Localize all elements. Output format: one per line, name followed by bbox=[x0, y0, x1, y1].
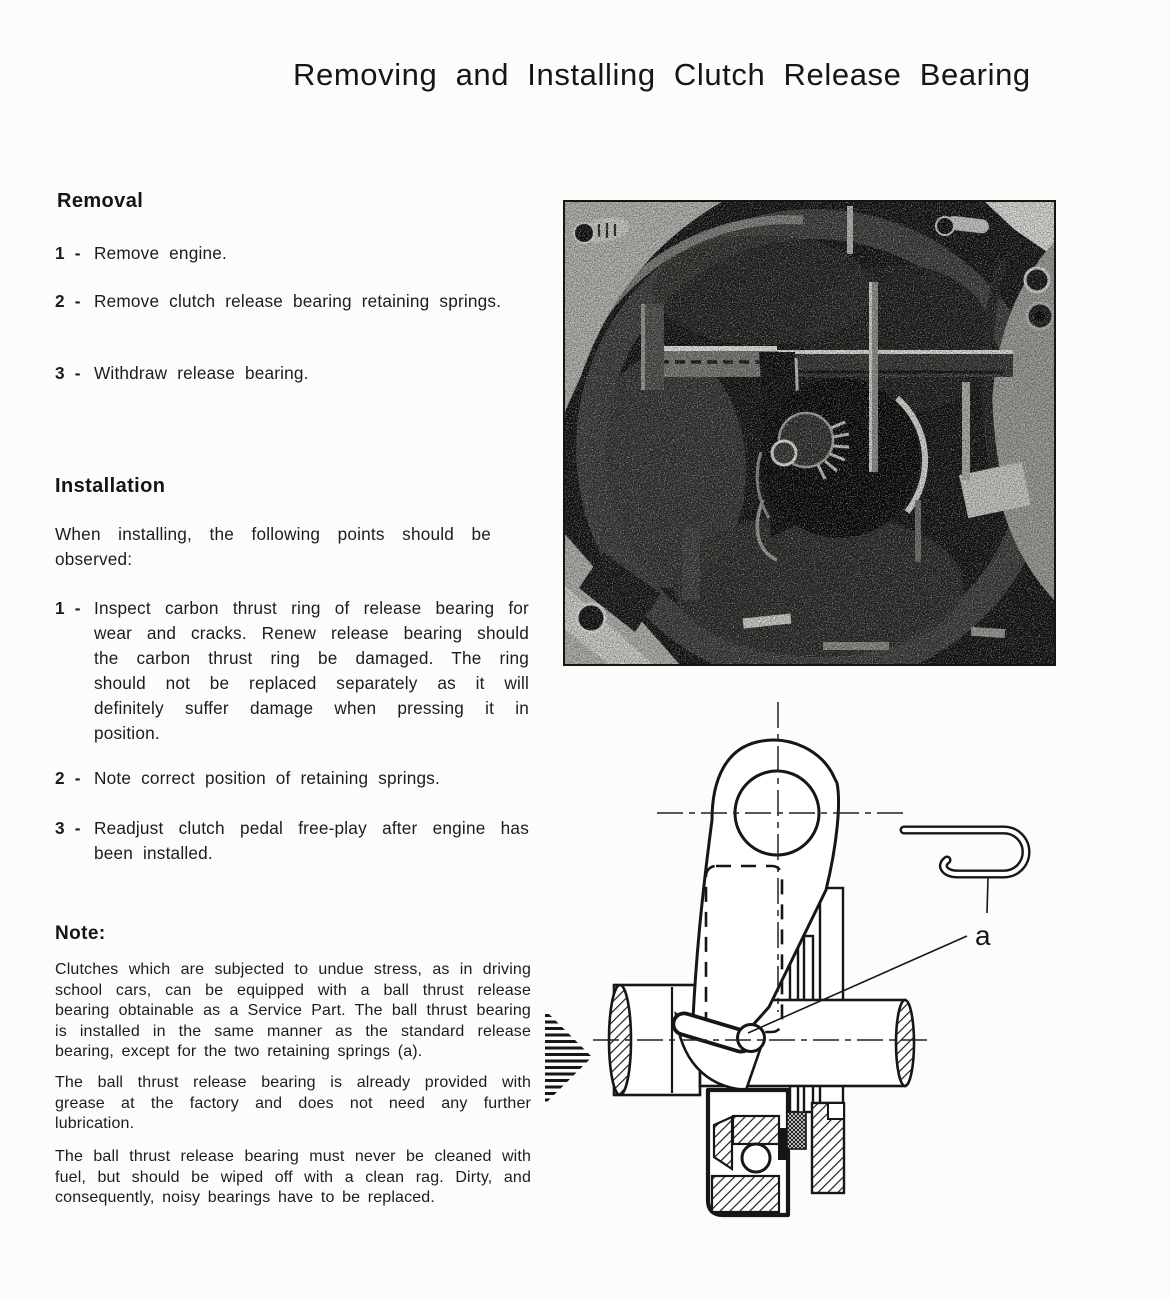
pressure-plate-section bbox=[812, 1103, 844, 1193]
removal-heading: Removal bbox=[57, 190, 144, 212]
installation-step-2 bbox=[55, 766, 529, 791]
release-bearing-diagram bbox=[528, 692, 1142, 1266]
release-lever bbox=[692, 740, 839, 1041]
page-title: Removing and Installing Clutch Release Bearing bbox=[293, 57, 1031, 92]
step-marker: 1 - bbox=[55, 243, 81, 263]
retaining-spring bbox=[904, 830, 1026, 874]
shaft-end-section-right bbox=[896, 1000, 914, 1086]
note-paragraph-3: The ball thrust release bearing must never be cleaned with fuel, but should be wiped off with a clean rag. Dirty, and consequently, noisy bearings have to be replaced. bbox=[55, 1148, 531, 1207]
step-marker: 3 - bbox=[55, 363, 81, 383]
installation-intro: When installing, the following points should be observed: bbox=[55, 524, 491, 569]
step-text: Remove clutch release bearing retaining springs. bbox=[94, 291, 502, 311]
step-marker: 3 - bbox=[55, 818, 81, 838]
step-text: Withdraw release bearing. bbox=[94, 363, 309, 383]
installation-step-3 bbox=[55, 816, 529, 866]
bearing-ball bbox=[742, 1144, 770, 1172]
removal-step-1 bbox=[55, 241, 529, 266]
pointer-arrow-icon bbox=[545, 1010, 592, 1104]
step-text: Readjust clutch pedal free-play after engine has been installed. bbox=[94, 818, 529, 863]
installation-heading: Installation bbox=[55, 475, 166, 497]
removal-step-3 bbox=[55, 361, 529, 386]
carbon-thrust-ring-section bbox=[787, 1112, 806, 1149]
step-text: Inspect carbon thrust ring of release bearing for wear and cracks. Renew release bearing should the carbon thrust ring be damaged. The ring should not be replaced separately as it will definitely suffer damage when pressing it in position. bbox=[94, 598, 529, 743]
clutch-housing-photo bbox=[563, 200, 1056, 666]
spring-seat-pivot bbox=[738, 1025, 765, 1052]
installation-step-1 bbox=[55, 596, 529, 746]
step-marker: 2 - bbox=[55, 291, 81, 311]
note-heading: Note: bbox=[55, 923, 106, 944]
step-marker: 2 - bbox=[55, 768, 81, 788]
removal-step-2 bbox=[55, 289, 529, 314]
step-text: Remove engine. bbox=[94, 243, 227, 263]
step-marker: 1 - bbox=[55, 598, 81, 618]
diagram-label-a: a bbox=[975, 920, 991, 951]
ball-bearing-section bbox=[708, 1090, 788, 1215]
step-text: Note correct position of retaining springs. bbox=[94, 768, 440, 788]
note-paragraph-1: Clutches which are subjected to undue stress, as in driving school cars, can be equipped with a ball thrust release bearing obtainable as a Service Part. The ball thrust bearing is installed in the same manner as the standard release bearing, except for the two retaining springs (a). bbox=[55, 961, 531, 1061]
note-paragraph-2: The ball thrust release bearing is already provided with grease at the factory and does not need any further lubrication. bbox=[55, 1074, 531, 1133]
